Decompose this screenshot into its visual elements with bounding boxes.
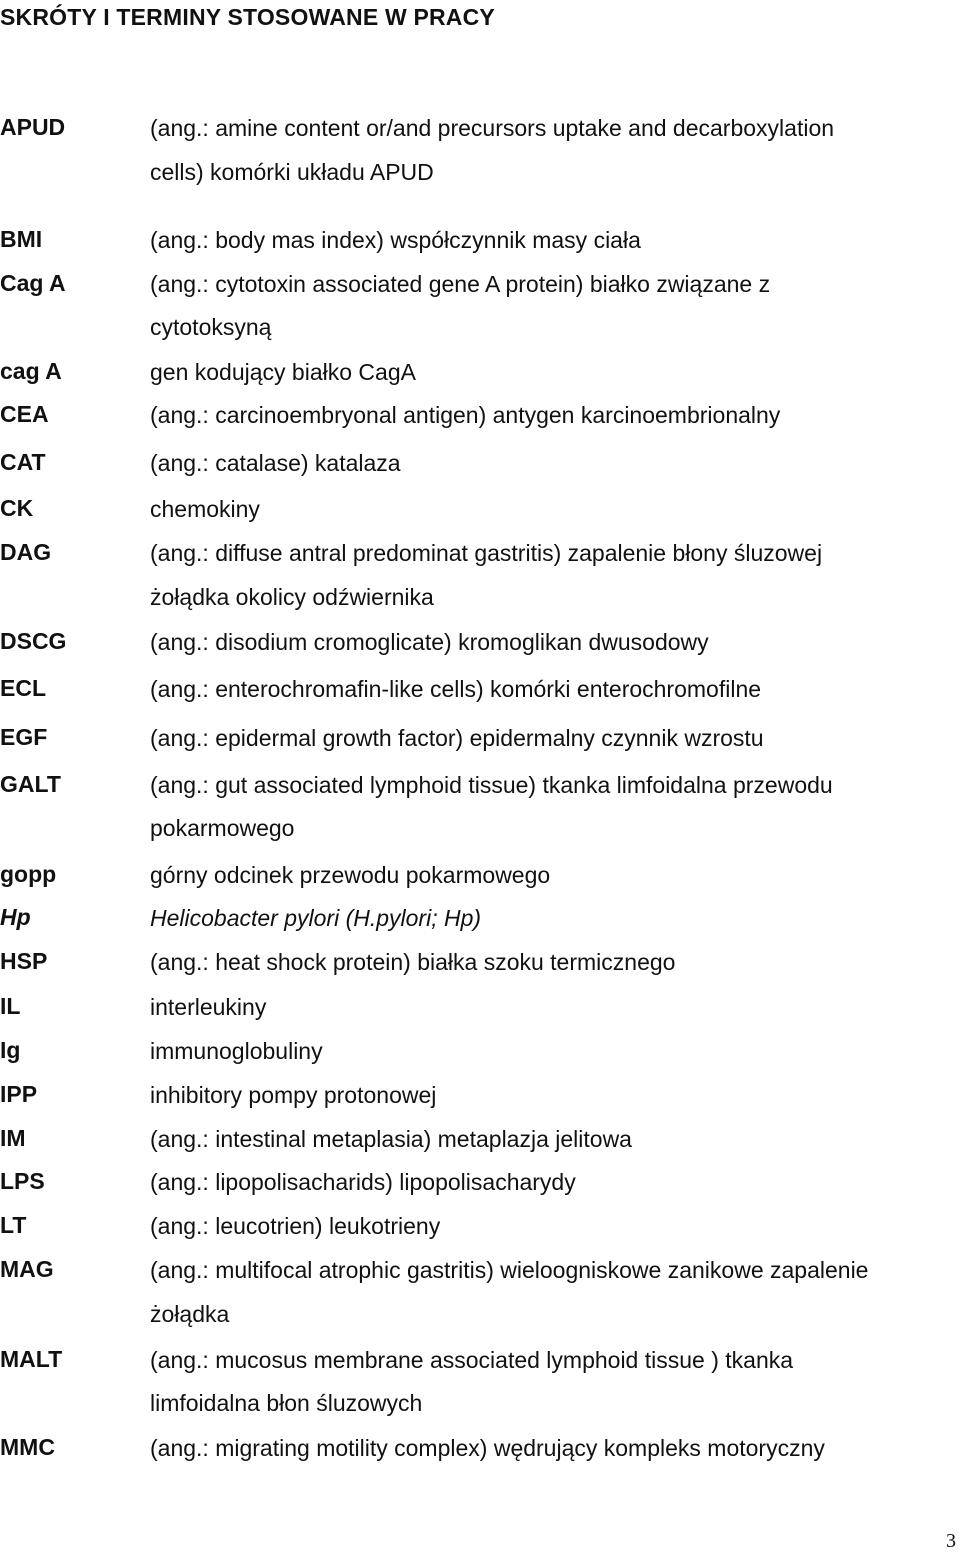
- abbr-galt: GALT: [0, 771, 61, 797]
- def-lps: (ang.: lipopolisacharids) lipopolisacharydy: [150, 1169, 576, 1195]
- def-galt-line1: (ang.: gut associated lymphoid tissue) tkanka limfoidalna przewodu: [150, 772, 833, 798]
- def-ck: chemokiny: [150, 496, 260, 522]
- abbr-ecl: ECL: [0, 675, 46, 701]
- abbr-dscg: DSCG: [0, 628, 67, 654]
- abbr-mmc: MMC: [0, 1434, 55, 1460]
- abbr-bmi: BMI: [0, 226, 43, 252]
- def-ecl: (ang.: enterochromafin-like cells) komórki enterochromofilne: [150, 676, 762, 702]
- def-egf: (ang.: epidermal growth factor) epidermalny czynnik wzrostu: [150, 725, 764, 751]
- abbr-mag: MAG: [0, 1256, 54, 1282]
- def-apud-line1: (ang.: amine content or/and precursors uptake and decarboxylation: [150, 115, 835, 141]
- def-caga-protein-line1: (ang.: cytotoxin associated gene A protein) białko związane z: [150, 271, 771, 297]
- def-mag-line2: żołądka: [150, 1301, 230, 1327]
- def-galt-line2: pokarmowego: [150, 815, 295, 841]
- abbr-malt: MALT: [0, 1346, 63, 1372]
- def-dscg: (ang.: disodium cromoglicate) kromoglikan dwusodowy: [150, 629, 709, 655]
- abbr-hsp: HSP: [0, 948, 48, 974]
- def-dag-line2: żołądka okolicy odźwiernika: [150, 584, 434, 610]
- page-number: 3: [946, 1530, 956, 1552]
- page-title: SKRÓTY I TERMINY STOSOWANE W PRACY: [0, 4, 495, 30]
- def-lt: (ang.: leucotrien) leukotrieny: [150, 1213, 441, 1239]
- def-cat: (ang.: catalase) katalaza: [150, 450, 401, 476]
- abbr-cat: CAT: [0, 449, 46, 475]
- def-apud-line2: cells) komórki układu APUD: [150, 159, 434, 185]
- abbr-lt: LT: [0, 1212, 27, 1238]
- abbr-ig: Ig: [0, 1037, 21, 1063]
- def-malt-line2: limfoidalna błon śluzowych: [150, 1390, 423, 1416]
- def-gopp: górny odcinek przewodu pokarmowego: [150, 862, 551, 888]
- abbr-egf: EGF: [0, 724, 48, 750]
- def-im: (ang.: intestinal metaplasia) metaplazja jelitowa: [150, 1126, 632, 1152]
- def-ipp: inhibitory pompy protonowej: [150, 1082, 437, 1108]
- abbr-apud: APUD: [0, 114, 66, 140]
- abbr-lps: LPS: [0, 1168, 45, 1194]
- abbr-cea: CEA: [0, 401, 49, 427]
- def-mmc: (ang.: migrating motility complex) wędrujący kompleks motoryczny: [150, 1435, 825, 1461]
- def-caga-gene: gen kodujący białko CagA: [150, 359, 416, 385]
- def-ig: immunoglobuliny: [150, 1038, 323, 1064]
- abbr-caga-gene: cag A: [0, 358, 62, 384]
- abbr-im: IM: [0, 1125, 26, 1151]
- def-hp: Helicobacter pylori (H.pylori; Hp): [150, 905, 482, 931]
- def-il: interleukiny: [150, 994, 267, 1020]
- abbr-hp: Hp: [0, 904, 31, 930]
- def-caga-protein-line2: cytotoksyną: [150, 314, 272, 340]
- def-mag-line1: (ang.: multifocal atrophic gastritis) wieloogniskowe zanikowe zapalenie: [150, 1257, 869, 1283]
- def-dag-line1: (ang.: diffuse antral predominat gastritis) zapalenie błony śluzowej: [150, 540, 823, 566]
- def-hsp: (ang.: heat shock protein) białka szoku termicznego: [150, 949, 676, 975]
- abbr-gopp: gopp: [0, 861, 57, 887]
- abbr-dag: DAG: [0, 539, 52, 565]
- abbr-caga-protein: Cag A: [0, 270, 66, 296]
- def-malt-line1: (ang.: mucosus membrane associated lymphoid tissue ) tkanka: [150, 1347, 794, 1373]
- abbr-ipp: IPP: [0, 1081, 38, 1107]
- abbr-il: IL: [0, 993, 21, 1019]
- def-bmi: (ang.: body mas index) współczynnik masy ciała: [150, 227, 641, 253]
- def-cea: (ang.: carcinoembryonal antigen) antygen karcinoembrionalny: [150, 402, 781, 428]
- abbr-ck: CK: [0, 495, 34, 521]
